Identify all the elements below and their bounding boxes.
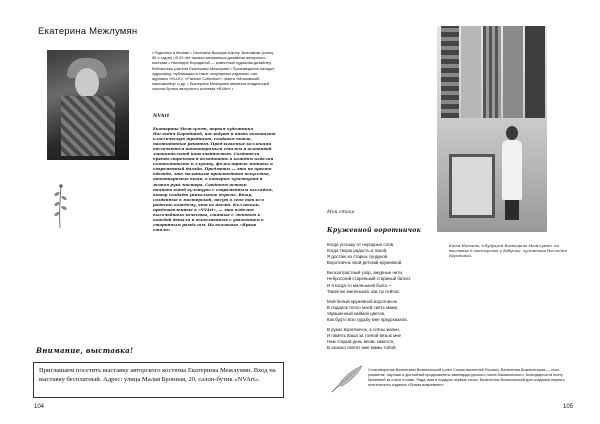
poem-title: Кружевной воротничок bbox=[327, 227, 421, 234]
photo-caption: Катя Ионкина, в будущем Екатерина Межлумян, на выставке в мастерской у бабушки, художника Наследия Бородиной. bbox=[449, 243, 567, 258]
poem-line: Украшенный каймой цветов, bbox=[327, 310, 386, 316]
hanging-dress bbox=[483, 26, 501, 118]
quill-feather-icon bbox=[330, 364, 364, 394]
poem-stanza bbox=[327, 270, 477, 294]
studio-photo bbox=[437, 26, 547, 232]
patterned-shawl bbox=[61, 96, 115, 156]
poem-line: И память ваша за тонкой вязью мне bbox=[327, 333, 401, 339]
poem-line: Когда услышу от неродных слов, bbox=[327, 242, 395, 247]
nvart-heading: NVArt bbox=[153, 113, 170, 119]
floral-branch-ornament bbox=[50, 180, 70, 230]
girl-legs bbox=[505, 200, 519, 220]
poem-line: В окошко светит мне мамы тобой. bbox=[327, 345, 397, 351]
page-number-right: 105 bbox=[563, 404, 574, 410]
poem-line: Такой же маленькой, как ты сейчас. bbox=[327, 288, 401, 294]
artist-portrait-photo bbox=[47, 50, 129, 160]
poem-line: Когда творю радость и покой, bbox=[327, 248, 388, 254]
poem-line: В руках воротничок, а слёзы жалки, bbox=[327, 327, 400, 333]
page-number-left: 104 bbox=[34, 404, 45, 410]
poem-label: Мой стихи bbox=[327, 210, 355, 215]
framed-mirror bbox=[449, 154, 495, 218]
girl-dress bbox=[502, 140, 522, 200]
hanging-dress bbox=[525, 26, 545, 118]
nvart-description: Екатерина Межлумян, первая художница Наследия Бородиной, наследует и вновь обогащает классическую традицию, создавая новые, неожиданные решения. Предлагаемые коллекции отличаются неповторимым стилем и особенной эмоциональной наполненностью. Создатели бренда стремятся объединить в каждом изделии самобытность и глубину, фольклорные мотивы и современный дизайн. Предметы — это не просто одежда, это маленькие произведения искусства, неповторимые вещи, в которых чувствуется живая рука мастера. Соединяя истоки национальной культуры с современным взглядом, автор создаёт уникальные образы. Вещи, созданные в мастерской, несут в себе тепло и радость каждому, кто их носит. Коллекции, представленные в «NVArt», — это изделия высочайшего качества, сшитые с любовью к каждой детали и выполненные с уважением к старинным ремёслам. На выставке «Яркие стили». bbox=[153, 126, 276, 232]
poem-stanza bbox=[327, 299, 477, 323]
poem-line: Я достаю из старых сундуков bbox=[327, 254, 388, 260]
girl-figure bbox=[499, 126, 525, 222]
poem-line: Небросский старенький стариный батист. bbox=[327, 276, 412, 282]
poem-line: Бесконтрастный узор, ажурные нити, bbox=[327, 270, 404, 276]
hanging-dress bbox=[461, 26, 481, 118]
portrait-face bbox=[75, 68, 99, 98]
girl-head bbox=[506, 126, 518, 140]
poem-line: И я когда-то маленькой была — bbox=[327, 282, 393, 288]
poem-body bbox=[327, 242, 477, 356]
poem-line: Как будто всю судьбу мне предсказала. bbox=[327, 317, 408, 323]
hanging-dress bbox=[441, 26, 459, 118]
poem-line: Нам старый день вновь кажется, bbox=[327, 339, 395, 345]
exhibition-banner: Внимание, выставка! bbox=[36, 346, 134, 355]
artist-name: Екатерина Межлумян bbox=[38, 26, 138, 37]
poem-line: Мой белый кружевной воротничок bbox=[327, 298, 397, 304]
poem-footnote: Стихотворение Валентины Вознесенской (член Союза писателей России). Валентина Вознесенская — поэт-романтик, научная и достойный продолжатель авангарда русского поэта Малишинского. Благодарности поэту Мокеевой за стихи и нами. Рада, вам в подарок первые стихи. Валентины Вознесенской для создания первого поэтического издания «Поэма вовремени». bbox=[368, 368, 565, 388]
poem-stanza bbox=[327, 242, 477, 266]
exhibition-info-box: Приглашаем посетить выставку авторского костюма Екатерины Межлумян. Вход на выставку бесплатный. Адрес: улица Малая Бронная, 20, салон-бутик «NVArt». bbox=[33, 362, 284, 398]
poem-line: Воротничок свой детский кружевной. bbox=[327, 260, 403, 266]
artist-bio: • Родилась в Москве • Окончила Высшую Школу Экономики (конец 90-х годов) • В 20 лет начала заниматься дизайном авторского костюма • Наследие Бородиной — известный художник-дизайнер, библиотека учителя Екатерины Межлумян • Произведения находят художницу: публикации в таких популярных изданиях, как: журналы «ELLE», «Fashion Collection», газета «Московский комсомолец» и др. • Екатерина Межлумян является владелицей салона-бутика авторского костюма «NVArt» • bbox=[152, 50, 275, 92]
poem-line: В подарок тепло моей сиять мама, bbox=[327, 304, 399, 310]
hanging-dress bbox=[503, 26, 523, 118]
poem-stanza bbox=[327, 327, 477, 351]
